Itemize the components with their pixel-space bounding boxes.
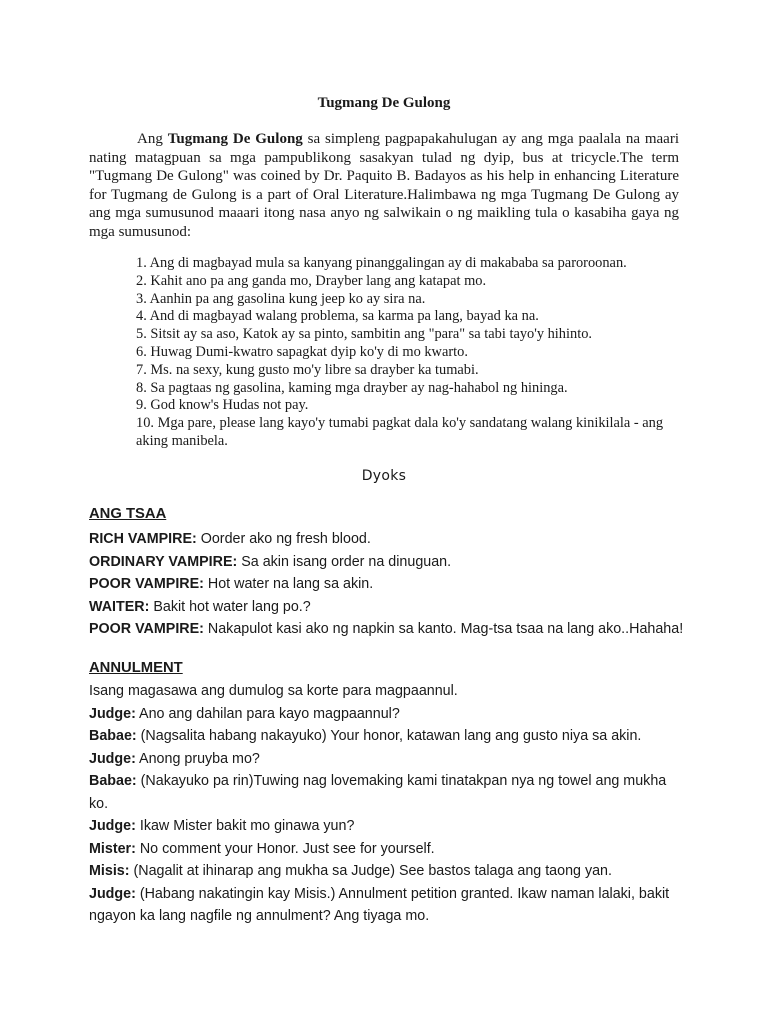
speaker: ORDINARY VAMPIRE: bbox=[89, 553, 238, 570]
joke-heading: ANNULMENT bbox=[89, 660, 183, 676]
speaker: Judge: bbox=[89, 818, 136, 834]
dialogue-line bbox=[89, 838, 689, 861]
dialogue-text: No comment your Honor. Just see for yourself. bbox=[135, 840, 435, 857]
speaker: RICH VAMPIRE: bbox=[89, 531, 197, 547]
joke-ang-tsaa bbox=[89, 504, 689, 641]
speaker: WAITER: bbox=[89, 598, 150, 615]
list-item: 7. Ms. na sexy, kung gusto mo'y libre sa drayber ka tumabi. bbox=[136, 361, 479, 378]
intro-lead: Ang bbox=[137, 131, 168, 147]
dialogue-line bbox=[89, 703, 689, 726]
narration: Isang magasawa ang dumulog sa korte para magpaannul. bbox=[89, 683, 458, 699]
dialogue-text: Ano ang dahilan para kayo magpaannul? bbox=[135, 705, 400, 722]
list-item: 10. Mga pare, please lang kayo'y tumabi pagkat dala ko'y sandatang walang kinikilala - ang aking manibela. bbox=[136, 415, 664, 449]
speaker: POOR VAMPIRE: bbox=[89, 621, 204, 637]
document-title: Tugmang De Gulong bbox=[317, 95, 451, 111]
dialogue-line bbox=[89, 770, 689, 815]
list-item: 9. God know's Hudas not pay. bbox=[136, 397, 309, 414]
dialogue-text: (Nagalit at ihinarap ang mukha sa Judge) See bastos talaga ang taong yan. bbox=[129, 863, 612, 879]
dialogue-text: Sa akin isang order na dinuguan. bbox=[237, 553, 452, 570]
speaker: Misis: bbox=[89, 863, 130, 879]
dialogue-line bbox=[89, 725, 689, 748]
dyoks-heading: Dyoks bbox=[361, 468, 407, 484]
speaker: POOR VAMPIRE: bbox=[89, 576, 204, 592]
list-item: 3. Aanhin pa ang gasolina kung jeep ko ay sira na. bbox=[136, 290, 426, 307]
joke-annulment bbox=[89, 658, 689, 928]
dialogue-text: Bakit hot water lang po.? bbox=[149, 598, 311, 615]
dialogue-text: (Habang nakatingin kay Misis.) Annulment petition granted. Ikaw naman lalaki, bakit ngayon ka lang nagfile ng annulment? Ang tiyaga mo. bbox=[89, 885, 670, 924]
dialogue-text: Nakapulot kasi ako ng napkin sa kanto. Mag-tsa tsaa na lang ako..Hahaha! bbox=[203, 621, 684, 637]
dialogue-line bbox=[89, 573, 689, 596]
dialogue-line bbox=[89, 860, 689, 883]
speaker: Judge: bbox=[89, 885, 136, 902]
speaker: Mister: bbox=[89, 840, 136, 857]
dialogue-text: Oorder ako ng fresh blood. bbox=[196, 531, 371, 547]
dialogue-text: (Nagsalita habang nakayuko) Your honor, katawan lang ang gusto niya sa akin. bbox=[136, 728, 642, 744]
list-item: 4. And di magbayad walang problema, sa karma pa lang, bayad ka na. bbox=[136, 308, 539, 325]
list-item: 6. Huwag Dumi-kwatro sapagkat dyip ko'y di mo kwarto. bbox=[136, 343, 468, 360]
dialogue-text: (Nakayuko pa rin)Tuwing nag lovemaking kami tinatakpan nya ng towel ang mukha ko. bbox=[89, 773, 667, 812]
speaker: Babae: bbox=[89, 728, 137, 744]
intro-paragraph bbox=[89, 130, 679, 241]
dialogue-text: Ikaw Mister bakit mo ginawa yun? bbox=[135, 818, 355, 834]
intro-term: Tugmang De Gulong bbox=[167, 131, 303, 147]
dialogue-line bbox=[89, 551, 689, 574]
list-item: 5. Sitsit ay sa aso, Katok ay sa pinto, sambitin ang "para" sa tabi tayo'y hihinto. bbox=[136, 326, 592, 343]
dialogue-line bbox=[89, 748, 689, 771]
list-item: 2. Kahit ano pa ang ganda mo, Drayber lang ang katapat mo. bbox=[136, 272, 487, 289]
dialogue-line bbox=[89, 528, 689, 551]
dialogue-line bbox=[89, 815, 689, 838]
dialogue-line bbox=[89, 618, 689, 641]
joke-heading: ANG TSAA bbox=[89, 506, 167, 522]
speaker: Judge: bbox=[89, 705, 136, 722]
speaker: Judge: bbox=[89, 750, 136, 767]
dialogue-line bbox=[89, 883, 689, 928]
dialogue-text: Hot water na lang sa akin. bbox=[203, 576, 374, 592]
dialogue-text: Anong pruyba mo? bbox=[135, 750, 260, 767]
dialogue-line bbox=[89, 596, 689, 619]
intro-rest: sa simpleng pagpapakahulugan ay ang mga paalala na maari nating matagpuan sa mga pampublikong sasakyan tulad ng dyip, bus at tricycle.The term "Tugmang De Gulong" was coined by Dr. Paquito B. Badayos as his help in enhancing Literature for Tugmang de Gulong is a part of Oral Literature.Halimbawa ng mga Tugmang De Gulong ay ang mga sumusunod maaari itong nasa anyo ng salwikain o ng maikling tula o kasabiha gaya ng mga sumusunod: bbox=[89, 131, 679, 240]
list-item: 8. Sa pagtaas ng gasolina, kaming mga drayber ay nag-hahabol ng hininga. bbox=[136, 379, 568, 396]
examples-list bbox=[136, 255, 671, 451]
speaker: Babae: bbox=[89, 773, 137, 789]
list-item: 1. Ang di magbayad mula sa kanyang pinanggalingan ay di makababa sa paroroonan. bbox=[136, 255, 627, 271]
